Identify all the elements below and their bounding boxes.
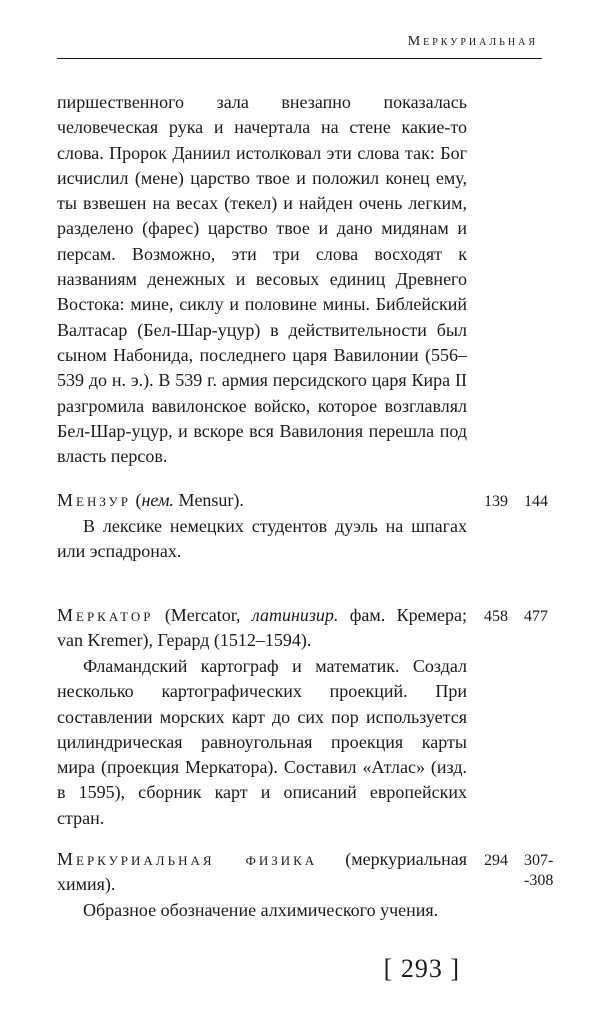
headword: Меркуриальная физика <box>57 849 318 869</box>
ref-1: 139 <box>484 493 508 510</box>
page-number: [ 293 ] <box>383 954 460 983</box>
ref-2: 477 <box>524 608 548 625</box>
page-refs-mercator <box>484 607 554 627</box>
entry-heading-mercurial-physics <box>57 847 467 898</box>
heading-rest: фам. Кремера; van Kremer), Герард (1512–1594). <box>57 605 467 651</box>
heading-rest: Mensur). <box>178 490 244 510</box>
entry-heading-mercator <box>57 603 467 654</box>
header-rule <box>57 58 542 59</box>
headword: Меркатор <box>57 605 154 625</box>
entry-definition-mensur: В лексике немецких студентов дуэль на шпагах или эспадронах. <box>57 516 467 562</box>
entry-heading-mensur: Мензур (нем. Mensur). <box>57 490 244 510</box>
running-head: Меркуриальная <box>407 34 538 49</box>
language-note: латинизир. <box>251 605 339 625</box>
ref-1: 458 <box>484 608 508 625</box>
heading-pre: (Mercator, <box>164 605 241 625</box>
page-refs-mensur <box>484 492 554 512</box>
ref-1: 294 <box>484 852 508 869</box>
heading-rest: (меркуриальная химия). <box>57 849 467 895</box>
intro-paragraph: пиршественного зала внезапно показалась человеческая рука и начертала на стене какие-то слова. Пророк Даниил истолковал эти слова так: Бог исчислил (мене) царство твое и положил конец ему, ты взвешен на весах (текел) и найден очень легким, разделено (фарес) царство твое и дано мидянам и персам. Возможно, эти три слова восходят к названиям денежных и весовых единиц Древнего Востока: мине, сиклу и половине мины. Библейский Валтасар (Бел-Шар-уцур) в действительности был сыном Набонида, последнего царя Вавилонии (556–539 до н. э.). В 539 г. армия персидского царя Кира II разгромила вавилонское войско, которое возглавлял Бел-Шар-уцур, и вскоре вся Вавилония перешла под власть персов. <box>57 92 467 467</box>
ref-2: 307- <box>524 852 554 869</box>
language-note: нем. <box>141 490 174 510</box>
headword: Мензур <box>57 490 131 510</box>
ref-2: 144 <box>524 493 548 510</box>
entry-definition-mercator: Фламандский картограф и математик. Создал несколько картографических проекций. При составлении морских карт до сих пор используется цилиндрическая равноугольная проекция карты мира (проекция Меркатора). Составил «Атлас» (изд. в 1595), сборник карт и описаний европейских стран. <box>57 656 467 828</box>
entry-definition-mercurial-physics: Образное обозначение алхимического учения. <box>83 900 439 920</box>
ref-2-continued: -308 <box>524 872 554 889</box>
page-refs-mercurial-physics <box>484 851 554 891</box>
